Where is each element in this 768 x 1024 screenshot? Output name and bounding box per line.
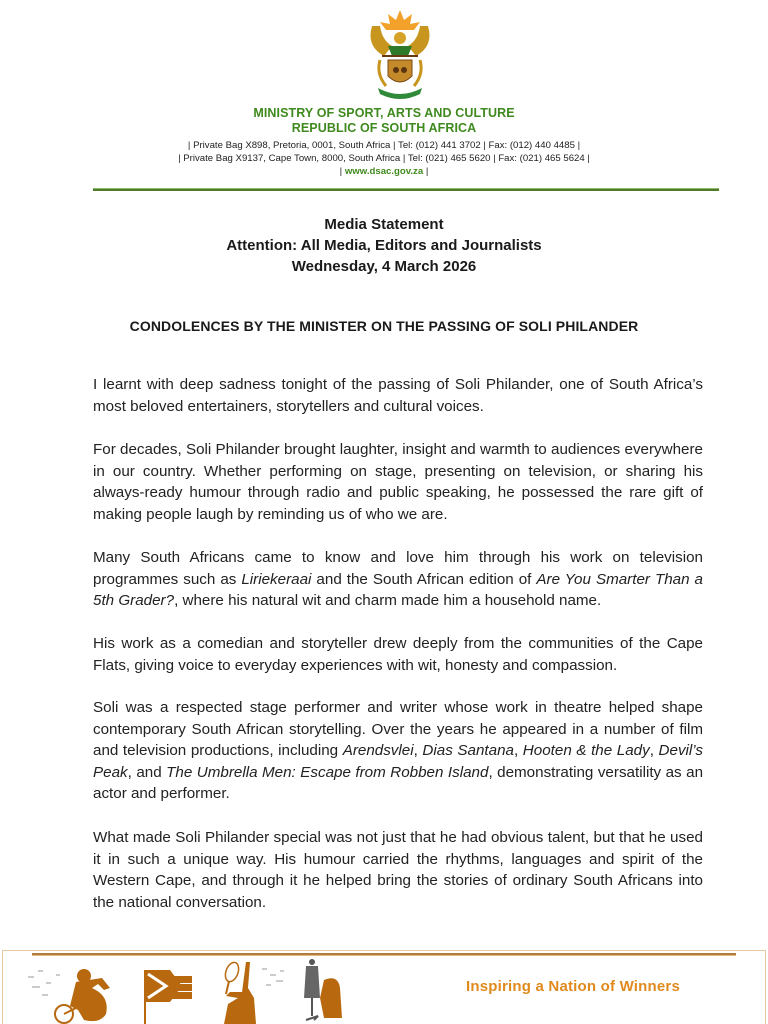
- paragraph-text: Many South Africans came to know and love him through his work on television programmes such as: [93, 549, 703, 588]
- production-title: The Umbrella Men: Escape from Robben Island: [166, 763, 489, 781]
- statement-type: Media Statement: [324, 216, 444, 233]
- statement-attention: Attention: All Media, Editors and Journalists: [226, 237, 542, 254]
- paragraph-text: , demonstrating versatility as an actor and performer.: [93, 763, 704, 802]
- paragraph-text: Soli was a respected stage performer and writer whose work in theatre helped shape contemporary South African storytelling. Over the years he appeared in a number of film and television productions, including: [93, 699, 703, 759]
- statement-date: Wednesday, 4 March 2026: [291, 258, 477, 275]
- statement-headline: CONDOLENCES BY THE MINISTER ON THE PASSING OF SOLI PHILANDER: [129, 318, 639, 334]
- website-link[interactable]: www.dsac.gov.za: [344, 166, 424, 177]
- programme-title: Are You Smarter Than a 5th Grader?: [93, 570, 704, 609]
- website-line: [0, 166, 768, 177]
- footer-tagline: Inspiring a Nation of Winners: [466, 978, 681, 995]
- production-title: Dias Santana: [422, 742, 514, 759]
- body-paragraph-5: [93, 697, 703, 805]
- separator: ,: [513, 742, 523, 759]
- wheelchair-racer-icon: [20, 958, 120, 1024]
- tailor-mannequin-icon: [300, 958, 350, 1024]
- programme-title: Liriekeraai: [241, 570, 312, 588]
- cape-town-address: | Private Bag X9137, Cape Town, 8000, South Africa | Tel: (021) 465 5620 | Fax: (021) 465 5624 |: [178, 153, 590, 164]
- paragraph-text: , where his natural wit and charm made him a household name.: [174, 592, 602, 609]
- body-paragraph-6: What made Soli Philander special was not just that he had obvious talent, but that he used it in such a unique way. His humour carried the rhythms, languages and spirit of the Western Cape, and through it he helped bring the stories of ordinary South Africans into the national conversation.: [93, 829, 703, 911]
- separator: ,: [649, 742, 659, 759]
- tennis-player-icon: [210, 958, 300, 1024]
- separator: , and: [127, 763, 167, 781]
- production-title: Hooten & the Lady: [522, 742, 650, 759]
- production-title: Arendsvlei: [342, 742, 414, 759]
- body-paragraph-4: His work as a comedian and storyteller drew deeply from the communities of the Cape Flats, giving voice to everyday experiences with wit, honesty and compassion.: [93, 635, 703, 674]
- body-paragraph-2: For decades, Soli Philander brought laughter, insight and warmth to audiences everywhere in our country. Whether performing on stage, presenting on television, or sharing his always-ready humour through radio and public speaking, he possessed the rare gift of making people laugh by reminding us of who we are.: [93, 441, 703, 523]
- body-paragraph-1: I learnt with deep sadness tonight of the passing of Soli Philander, one of South Africa’s most beloved entertainers, storytellers and cultural voices.: [93, 376, 703, 415]
- production-title: Devil’s Peak: [93, 742, 703, 781]
- website-suffix: |: [423, 166, 429, 177]
- body-paragraph-3: [93, 547, 703, 612]
- header-divider: [93, 188, 719, 191]
- footer-divider: [32, 953, 736, 956]
- pretoria-address: | Private Bag X898, Pretoria, 0001, South Africa | Tel: (012) 441 3702 | Fax: (012) 440 4485 |: [187, 140, 581, 151]
- coat-of-arms-icon: [362, 6, 438, 102]
- separator: ,: [413, 742, 423, 759]
- ministry-name: MINISTRY OF SPORT, ARTS AND CULTURE: [253, 106, 515, 120]
- flag-icon: [140, 964, 200, 1024]
- country-name: REPUBLIC OF SOUTH AFRICA: [291, 121, 477, 135]
- website-prefix: |: [339, 166, 345, 177]
- paragraph-text: and the South African edition of: [311, 570, 537, 588]
